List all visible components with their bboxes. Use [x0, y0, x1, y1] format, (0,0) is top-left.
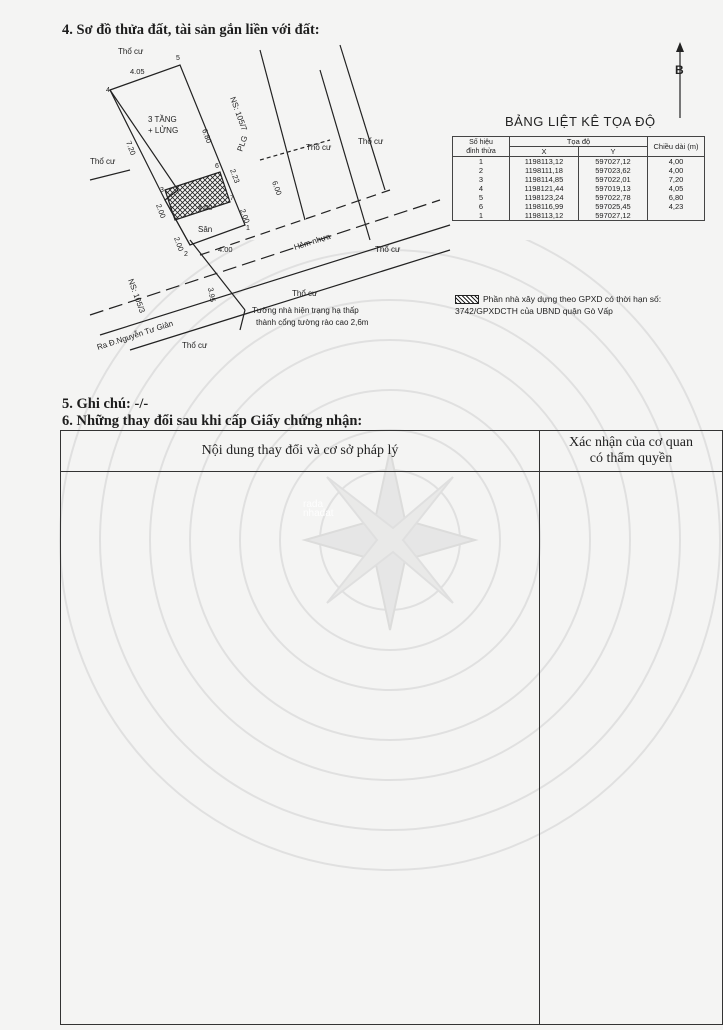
dimension-label: 2.23 [228, 167, 242, 185]
hatched-building-area [165, 172, 230, 220]
col-sohieu-line1: Số hiệu [469, 138, 493, 146]
vertex-label: 5 [176, 55, 180, 62]
col-sohieu-line2: đỉnh thửa [466, 147, 496, 155]
section-4-title: 4. Sơ đồ thửa đất, tài sản gắn liền với đất: [62, 22, 320, 38]
cell-x: 1198113,12 [510, 211, 579, 221]
table-row [453, 202, 705, 211]
cell-x: 1198123,24 [510, 193, 579, 202]
cell-x: 1198113,12 [510, 157, 579, 167]
section-6-title: 6. Những thay đổi sau khi cấp Giấy chứng nhận: [62, 413, 363, 429]
cell-length: 4,23 [648, 202, 705, 211]
changes-col-content: Nội dung thay đổi và cơ sở pháp lý [61, 431, 540, 472]
cell-length: 4,05 [648, 184, 705, 193]
cell-id: 5 [453, 193, 510, 202]
dimension-label: 2.00 [154, 202, 168, 220]
table-row [453, 166, 705, 175]
section-5-title: 5. Ghi chú: -/- [62, 396, 149, 412]
dimension-label: 4.00 [218, 245, 233, 254]
alley-label: Hẻm nhựa [292, 231, 332, 252]
neighbor-label-bottom: Thổ cư [292, 289, 318, 298]
col-x: X [510, 147, 579, 157]
house-number-left: NS: 105/3 [126, 277, 147, 315]
watermark-line-1: rada [303, 499, 324, 510]
neighbor-label-top: Thổ cư [118, 47, 144, 56]
table-row [453, 175, 705, 184]
vertex-label: 4 [106, 87, 110, 94]
legend-line-2: 3742/GPXDCTH của UBND quận Gò Vấp [455, 306, 613, 316]
building-label-2: + LỬNG [148, 126, 179, 135]
hatch-legend [455, 293, 715, 317]
dimension-label: 7.20 [124, 139, 138, 157]
fence-note-1: Tường nhà hiện trạng hạ thấp [252, 306, 359, 315]
vertex-label: 1 [246, 225, 250, 232]
col-y: Y [579, 147, 648, 157]
changes-col-confirmation-line2: có thẩm quyền [589, 451, 673, 466]
neighbor-label-mid: Thổ cư [306, 143, 332, 152]
cell-id: 1 [453, 211, 510, 221]
cell-x: 1198116,99 [510, 202, 579, 211]
north-label: B [675, 63, 684, 77]
neighbor-label-right: Thổ cư [358, 137, 384, 146]
table-row [453, 211, 705, 221]
cell-length: 6,80 [648, 193, 705, 202]
building-label: 3 TẦNG [148, 115, 177, 124]
cell-length: 7,20 [648, 175, 705, 184]
cell-id: 2 [453, 166, 510, 175]
neighbor-label-left: Thổ cư [90, 157, 116, 166]
col-toado: Tọa độ [510, 137, 648, 147]
neighbor-label-low: Thổ cư [182, 341, 208, 350]
legend-line-1: Phần nhà xây dựng theo GPXD có thời hạn số: [483, 294, 662, 304]
dimension-label: 4.05 [130, 67, 145, 76]
house-number-right: NS: 105/7 [228, 95, 249, 133]
coord-table-title: BẢNG LIỆT KÊ TỌA ĐỘ [505, 114, 656, 129]
cell-y: 597027,12 [579, 211, 648, 221]
vertex-label: 2 [184, 251, 188, 258]
north-arrow-icon [672, 40, 702, 120]
fence-note-2: thành cổng tường rào cao 2,6m [256, 318, 369, 327]
cell-y: 597023,62 [579, 166, 648, 175]
cell-y: 597022,78 [579, 193, 648, 202]
table-row [453, 157, 705, 167]
changes-content-cell [61, 472, 540, 1025]
land-plot-diagram [70, 40, 490, 360]
col-sohieu [453, 137, 510, 157]
cell-y: 597027,12 [579, 157, 648, 167]
cell-id: 3 [453, 175, 510, 184]
cell-length [648, 211, 705, 221]
cell-y: 597022,01 [579, 175, 648, 184]
changes-table [60, 430, 723, 1025]
cell-x: 1198114,85 [510, 175, 579, 184]
vertex-labels [106, 55, 250, 258]
dimension-label: 4.00 [198, 203, 213, 212]
coordinate-table [452, 136, 705, 221]
cell-length: 4,00 [648, 157, 705, 167]
cell-id: 6 [453, 202, 510, 211]
col-length: Chiều dài (m) [648, 137, 705, 157]
dimension-label: 6.00 [270, 179, 284, 197]
site-watermark [303, 500, 334, 518]
table-row [453, 193, 705, 202]
changes-col-confirmation [540, 431, 723, 472]
cell-y: 597025,45 [579, 202, 648, 211]
dimension-label: 3.95 [206, 286, 218, 303]
cell-x: 1198121,44 [510, 184, 579, 193]
dimension-label: 6.80 [200, 127, 214, 145]
changes-confirmation-cell [540, 472, 723, 1025]
neighbor-label-road: Thổ cư [375, 245, 401, 254]
yard-label: Sân [198, 225, 213, 234]
dimension-label: 2.00 [238, 207, 252, 225]
vertex-label: 3 [160, 187, 164, 194]
table-row [453, 184, 705, 193]
hatch-swatch-icon [455, 295, 479, 304]
vertex-label: 7 [230, 195, 234, 202]
cell-y: 597019,13 [579, 184, 648, 193]
road-label: Ra Đ.Nguyễn Tư Giản [95, 318, 175, 352]
watermark-line-2: nhadat [303, 508, 334, 519]
cell-length: 4,00 [648, 166, 705, 175]
dimension-label: 2.00 [172, 235, 186, 253]
cell-id: 1 [453, 157, 510, 167]
cell-id: 4 [453, 184, 510, 193]
cell-x: 1198111,18 [510, 166, 579, 175]
changes-col-confirmation-line1: Xác nhận của cơ quan [568, 435, 693, 450]
plg-label: PLG [235, 134, 250, 153]
vertex-label: 6 [215, 163, 219, 170]
